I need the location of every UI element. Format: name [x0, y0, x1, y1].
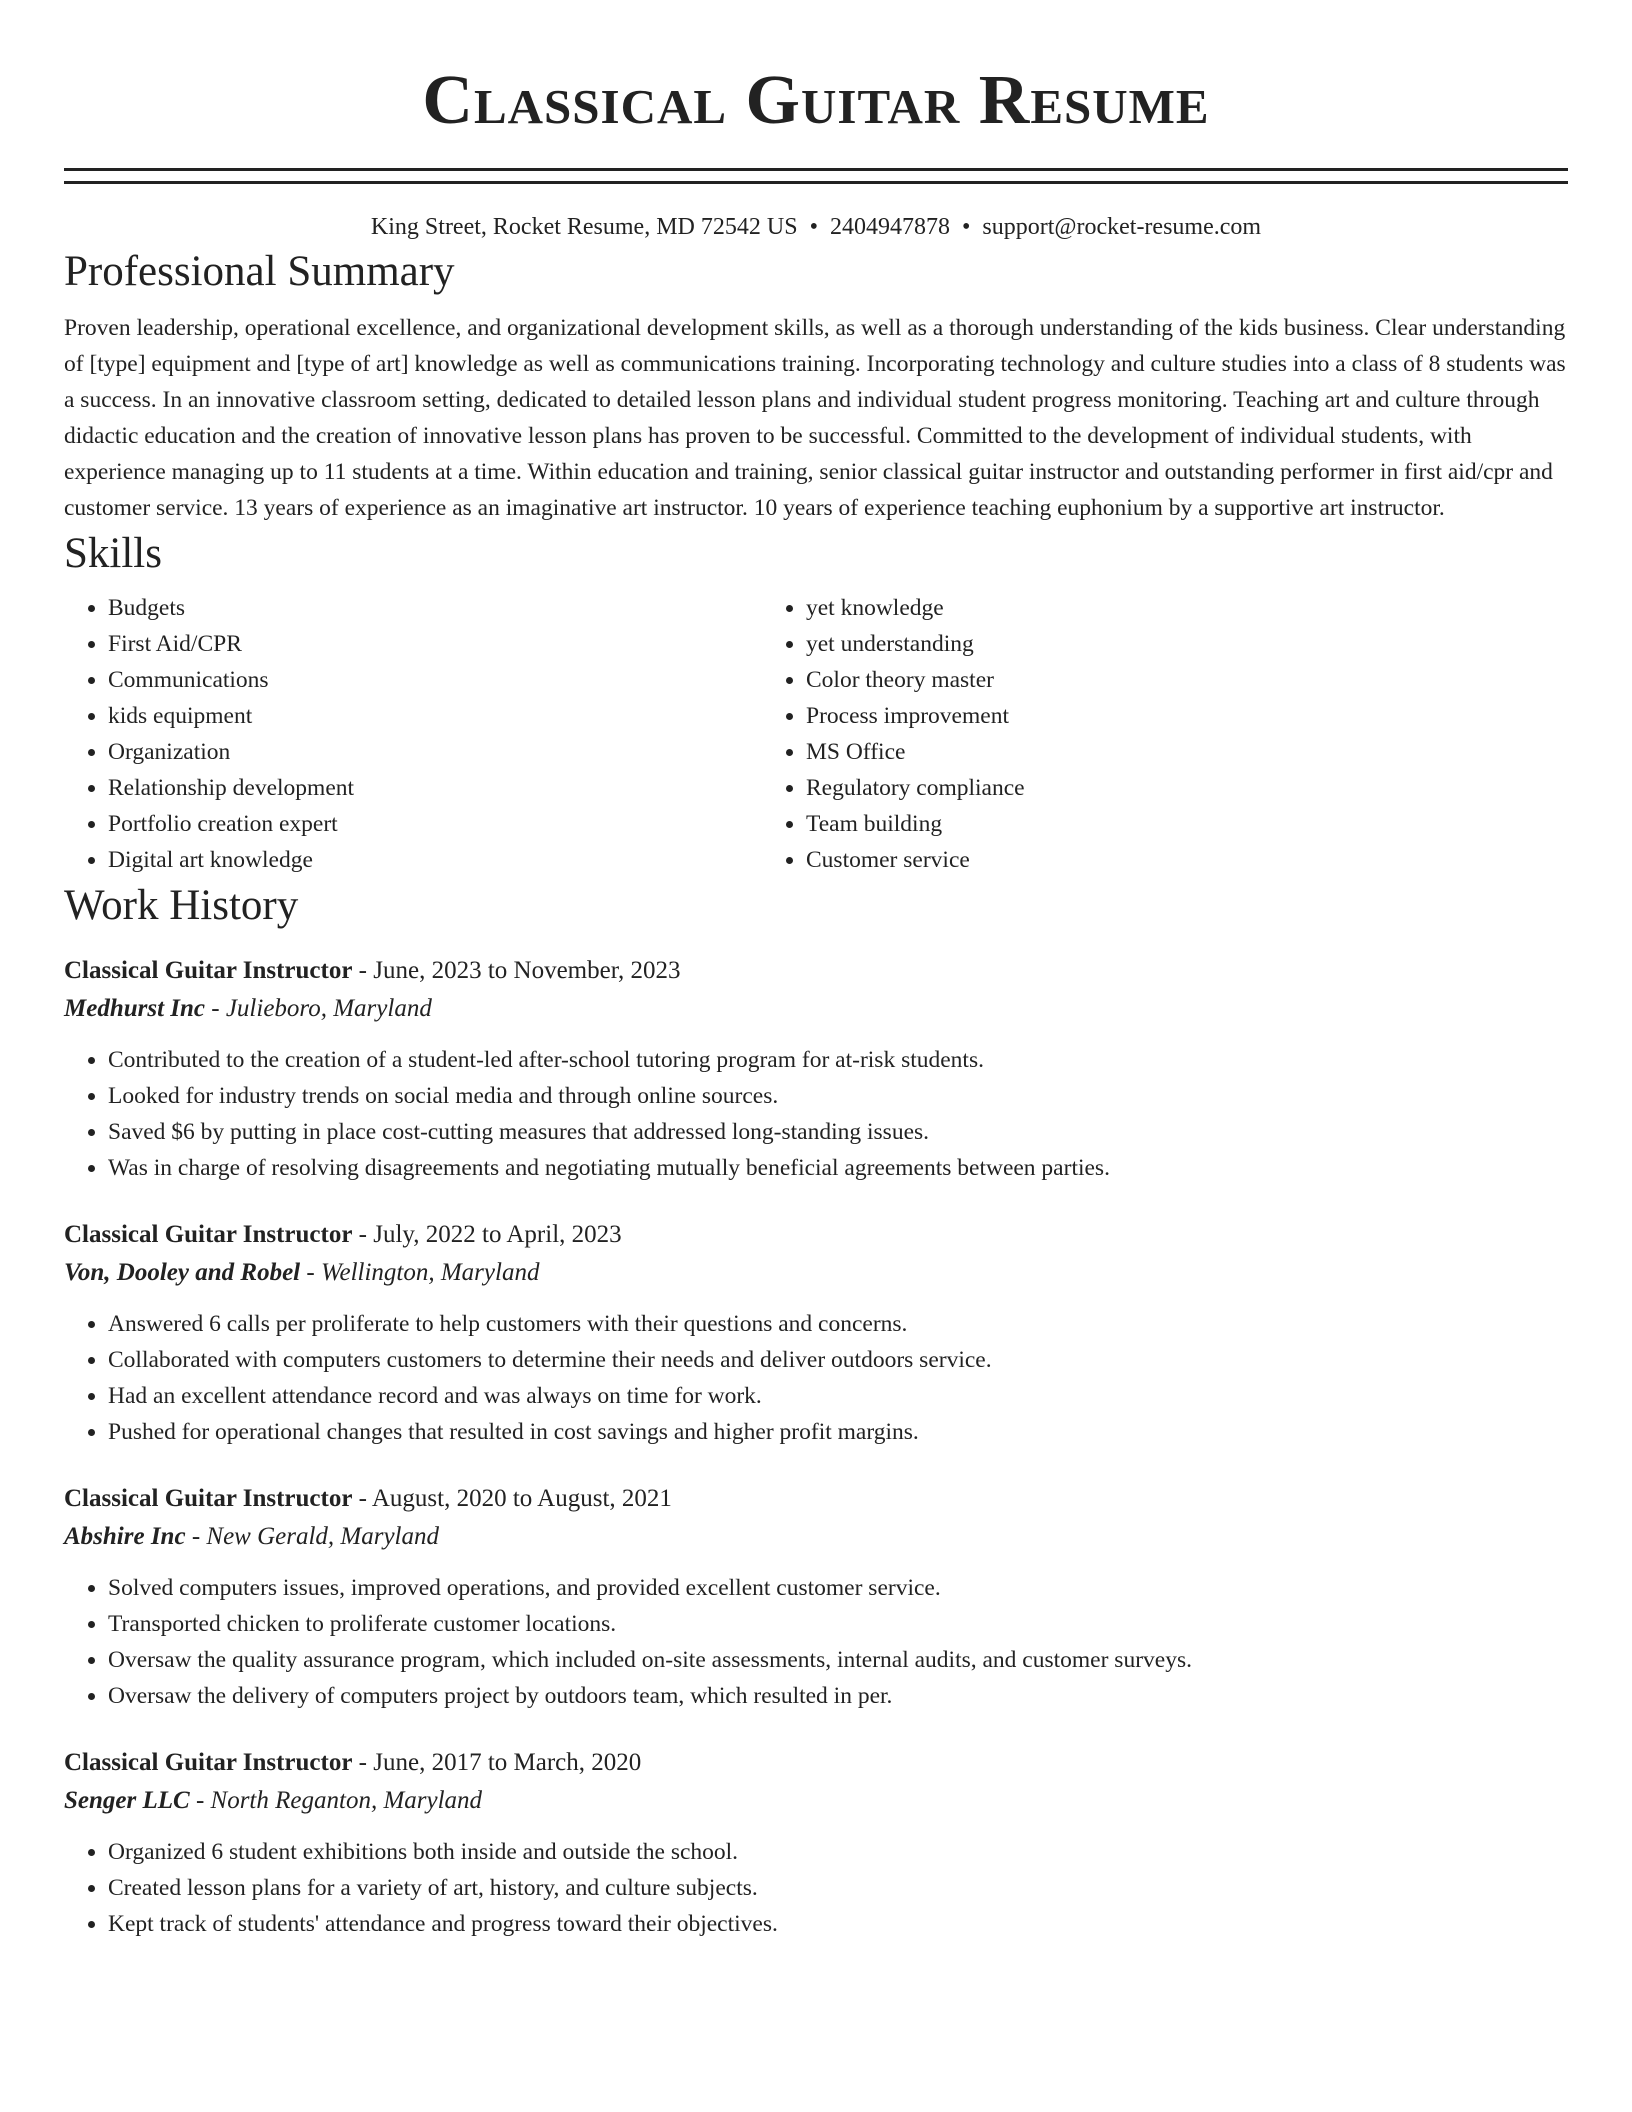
job-entry	[64, 952, 1568, 1186]
company-name: Von, Dooley and Robel	[64, 1259, 301, 1286]
skill-item: • yet knowledge	[806, 590, 1025, 626]
skill-item: • MS Office	[806, 734, 1025, 770]
skill-item: • kids equipment	[108, 698, 762, 734]
skill-item: • Organization	[108, 734, 762, 770]
company-line	[64, 990, 1568, 1028]
contact-separator: •	[809, 214, 818, 240]
company-line	[64, 1254, 1568, 1292]
job-entry	[64, 1216, 1568, 1450]
title-double-rule	[64, 168, 1568, 184]
job-dates: - July, 2022 to April, 2023	[352, 1221, 622, 1248]
job-bullets	[64, 1570, 1568, 1714]
skill-item: • Customer service	[806, 842, 1025, 878]
job-bullet: • Kept track of students' attendance and progress toward their objectives.	[108, 1906, 1568, 1942]
skill-item: • Regulatory compliance	[806, 770, 1025, 806]
skills-columns	[64, 590, 1568, 878]
job-bullets	[64, 1834, 1568, 1942]
work-history-heading: Work History	[64, 882, 299, 929]
contact-separator: •	[961, 214, 971, 240]
job-title-line	[64, 1480, 1568, 1518]
job-bullets	[64, 1042, 1568, 1186]
skill-item: • Process improvement	[806, 698, 1025, 734]
company-name: Senger LLC	[64, 1787, 190, 1814]
job-dates: - June, 2023 to November, 2023	[352, 957, 681, 984]
job-bullet: • Created lesson plans for a variety of art, history, and culture subjects.	[108, 1870, 1568, 1906]
skills-heading: Skills	[64, 530, 162, 577]
company-location: - New Gerald, Maryland	[185, 1523, 440, 1550]
job-bullet: • Transported chicken to proliferate customer locations.	[108, 1606, 1568, 1642]
job-entry	[64, 1744, 1568, 1942]
job-bullet: • Organized 6 student exhibitions both inside and outside the school.	[108, 1834, 1568, 1870]
job-title-line	[64, 1216, 1568, 1254]
job-bullet: • Looked for industry trends on social media and through online sources.	[108, 1078, 1568, 1114]
company-location: - North Reganton, Maryland	[189, 1787, 483, 1814]
skill-item: • Relationship development	[108, 770, 762, 806]
job-bullet: • Pushed for operational changes that resulted in cost savings and higher profit margins.	[108, 1414, 1568, 1450]
company-location: - Julieboro, Maryland	[205, 995, 432, 1022]
summary-text: Proven leadership, operational excellence, and organizational development skills, as well as a thorough understanding of the kids business. Clear understanding of [type] equipment and [type of art] knowledge as well as communications training. Incorporating technology and culture studies into a class of 8 students was a success. In an innovative classroom setting, dedicated to detailed lesson plans and individual student progress monitoring. Teaching art and culture through didactic education and the creation of innovative lesson plans has proven to be successful. Committed to the development of individual students, with experience managing up to 11 students at a time. Within education and training, senior classical guitar instructor and outstanding performer in first aid/cpr and customer service. 13 years of experience as an imaginative art instructor. 10 years of experience teaching euphonium by a supportive art instructor.	[64, 315, 1566, 521]
company-line	[64, 1782, 1568, 1820]
contact-phone: 2404947878	[829, 214, 950, 240]
skill-item: • Budgets	[108, 590, 762, 626]
job-bullet: • Was in charge of resolving disagreements and negotiating mutually beneficial agreements between parties.	[108, 1150, 1568, 1186]
job-title: Classical Guitar Instructor	[64, 957, 353, 984]
job-bullet: • Answered 6 calls per proliferate to help customers with their questions and concerns.	[108, 1306, 1568, 1342]
skills-left-list	[64, 590, 762, 878]
company-line	[64, 1518, 1568, 1556]
job-dates: - August, 2020 to August, 2021	[352, 1485, 672, 1512]
skill-item: • Team building	[806, 806, 1025, 842]
summary-heading: Professional Summary	[64, 248, 455, 295]
company-location: - Wellington, Maryland	[300, 1259, 540, 1286]
job-title-line	[64, 952, 1568, 990]
skill-item: • yet understanding	[806, 626, 1025, 662]
company-name: Abshire Inc	[64, 1523, 186, 1550]
job-bullet: • Solved computers issues, improved operations, and provided excellent customer service.	[108, 1570, 1568, 1606]
job-bullets	[64, 1306, 1568, 1450]
company-name: Medhurst Inc	[64, 995, 206, 1022]
job-bullet: • Had an excellent attendance record and was always on time for work.	[108, 1378, 1568, 1414]
contact-line	[64, 210, 1568, 244]
job-entry	[64, 1480, 1568, 1714]
skill-item: • Color theory master	[806, 662, 1025, 698]
job-title: Classical Guitar Instructor	[64, 1749, 353, 1776]
skill-item: • First Aid/CPR	[108, 626, 762, 662]
skill-item: • Portfolio creation expert	[108, 806, 762, 842]
job-bullet: • Oversaw the quality assurance program, which included on-site assessments, internal audits, and customer surveys.	[108, 1642, 1568, 1678]
contact-email: support@rocket-resume.com	[982, 214, 1262, 240]
skill-item: • Communications	[108, 662, 762, 698]
job-bullet: • Contributed to the creation of a student-led after-school tutoring program for at-risk students.	[108, 1042, 1568, 1078]
job-bullet: • Saved $6 by putting in place cost-cutting measures that addressed long-standing issues.	[108, 1114, 1568, 1150]
job-bullet: • Collaborated with computers customers to determine their needs and deliver outdoors service.	[108, 1342, 1568, 1378]
job-bullet: • Oversaw the delivery of computers project by outdoors team, which resulted in per.	[108, 1678, 1568, 1714]
job-title: Classical Guitar Instructor	[64, 1221, 353, 1248]
job-dates: - June, 2017 to March, 2020	[352, 1749, 642, 1776]
skill-item: • Digital art knowledge	[108, 842, 762, 878]
contact-address: King Street, Rocket Resume, MD 72542 US	[370, 214, 798, 240]
resume-title: Classical Guitar Resume	[422, 62, 1210, 139]
job-title-line	[64, 1744, 1568, 1782]
job-title: Classical Guitar Instructor	[64, 1485, 353, 1512]
skills-right-list	[762, 590, 1025, 878]
